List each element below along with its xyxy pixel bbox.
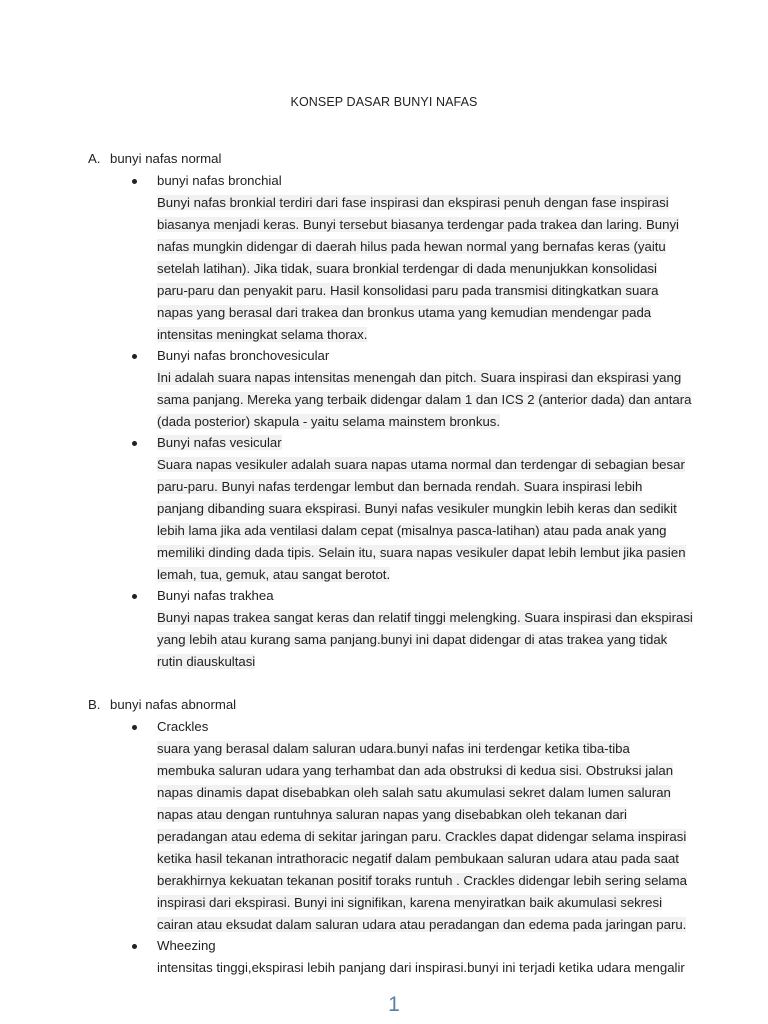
text-line: rutin diauskultasi <box>157 654 256 669</box>
text-line: paru-paru. Bunyi nafas terdengar lembut dan bernada rendah. Suara inspirasi lebih <box>157 479 643 494</box>
text-line: suara yang berasal dalam saluran udara.bunyi nafas ini terdengar ketika tiba-tiba <box>157 741 630 756</box>
text-line: sama panjang. Mereka yang terbaik didengar dalam 1 dan ICS 2 (anterior dada) dan antara <box>157 392 692 407</box>
item-paragraph <box>130 192 740 346</box>
page-number: 1 <box>388 993 400 1016</box>
bullet-icon <box>132 179 137 184</box>
document-title: KONSEP DASAR BUNYI NAFAS <box>290 95 478 109</box>
text-line: Bunyi nafas bronkial terdiri dari fase inspirasi dan ekspirasi penuh dengan fase inspirasi <box>157 195 669 210</box>
section-title: bunyi nafas normal <box>110 151 222 166</box>
text-line: membuka saluran udara yang terhambat dan ada obstruksi di kedua sisi. Obstruksi jalan <box>157 763 674 778</box>
text-line: intensitas meningkat selama thorax. <box>157 327 368 342</box>
item-heading: Bunyi nafas vesicular <box>157 435 282 450</box>
section-marker: A. <box>88 151 101 166</box>
text-line: nafas mungkin didengar di daerah hilus pada hewan normal yang bernafas keras (yaitu <box>157 239 666 254</box>
text-line: napas atau dengan runtuhnya saluran napas yang disebabkan oleh tekanan dari <box>157 807 627 822</box>
text-line: Ini adalah suara napas intensitas menengah dan pitch. Suara inspirasi dan ekspirasi yang <box>157 370 682 385</box>
text-line: napas yang berasal dari trakea dan bronkus utama yang kemudian mendengar pada <box>157 305 652 320</box>
text-line: napas dinamis dapat disebabkan oleh salah satu akumulasi sekret dalam lumen saluran <box>157 785 671 800</box>
item-paragraph <box>130 454 740 586</box>
text-line: peradangan atau edema di sekitar jaringan paru. Crackles dapat didengar selama inspirasi <box>157 829 687 844</box>
bullet-icon <box>132 354 137 359</box>
list-item-trakhea <box>130 585 740 673</box>
item-paragraph <box>130 607 740 673</box>
item-paragraph <box>130 738 740 936</box>
list-item-wheezing <box>130 935 740 979</box>
text-line: berakhirnya kekuatan tekanan positif toraks runtuh . Crackles didengar lebih sering selama <box>157 873 687 888</box>
text-line: lebih lama jika ada ventilasi dalam cepat (misalnya pasca-latihan) atau pada anak yang <box>157 523 667 538</box>
text-line: intensitas tinggi,ekspirasi lebih panjang dari inspirasi.bunyi ini terjadi ketika udara mengalir <box>157 960 685 975</box>
text-line: biasanya menjadi keras. Bunyi tersebut biasanya terdengar pada trakea dan laring. Bunyi <box>157 217 679 232</box>
item-paragraph <box>130 957 740 979</box>
bullet-icon <box>132 594 137 599</box>
text-line: paru-paru dan penyakit paru. Hasil konsolidasi paru pada transmisi ditingkatkan suara <box>157 283 659 298</box>
text-line: panjang dibanding suara ekspirasi. Bunyi nafas vesikuler mungkin lebih keras dan sedikit <box>157 501 677 516</box>
text-line: Suara napas vesikuler adalah suara napas utama normal dan terdengar di sebagian besar <box>157 457 685 472</box>
text-line: Bunyi napas trakea sangat keras dan relatif tinggi melengking. Suara inspirasi dan ekspirasi <box>157 610 693 625</box>
list-item-bronchial <box>130 170 740 346</box>
text-line: inspirasi dari ekspirasi. Bunyi ini signifikan, karena menyiratkan baik akumulasi sekresi <box>157 895 663 910</box>
section-a-heading <box>88 148 221 170</box>
bullet-icon <box>132 725 137 730</box>
list-item-crackles <box>130 716 740 936</box>
item-heading: bunyi nafas bronchial <box>157 173 282 188</box>
text-line: memiliki dinding dada tipis. Selain itu, suara napas vesikuler dapat lebih lembut jika pasien <box>157 545 686 560</box>
text-line: setelah latihan). Jika tidak, suara bronkial terdengar di dada menunjukkan konsolidasi <box>157 261 657 276</box>
item-heading: Bunyi nafas trakhea <box>157 588 274 603</box>
item-heading: Bunyi nafas bronchovesicular <box>157 348 330 363</box>
text-line: ketika hasil tekanan intrathoracic negatif dalam pembukaan saluran udara atau pada saat <box>157 851 679 866</box>
item-heading: Wheezing <box>157 938 216 953</box>
text-line: cairan atau eksudat dalam saluran udara atau peradangan dan edema pada jaringan paru. <box>157 917 687 932</box>
section-marker: B. <box>88 697 101 712</box>
section-b-heading <box>88 694 236 716</box>
section-title: bunyi nafas abnormal <box>110 697 237 712</box>
text-line: lemah, tua, gemuk, atau sangat berotot. <box>157 567 391 582</box>
bullet-icon <box>132 944 137 949</box>
list-item-vesicular <box>130 432 740 586</box>
bullet-icon <box>132 441 137 446</box>
text-line: (dada posterior) skapula - yaitu selama mainstem bronkus. <box>157 414 501 429</box>
item-paragraph <box>130 367 740 433</box>
list-item-bronchovesicular <box>130 345 740 433</box>
text-line: yang lebih atau kurang sama panjang.bunyi ini dapat didengar di atas trakea yang tidak <box>157 632 668 647</box>
item-heading: Crackles <box>157 719 209 734</box>
